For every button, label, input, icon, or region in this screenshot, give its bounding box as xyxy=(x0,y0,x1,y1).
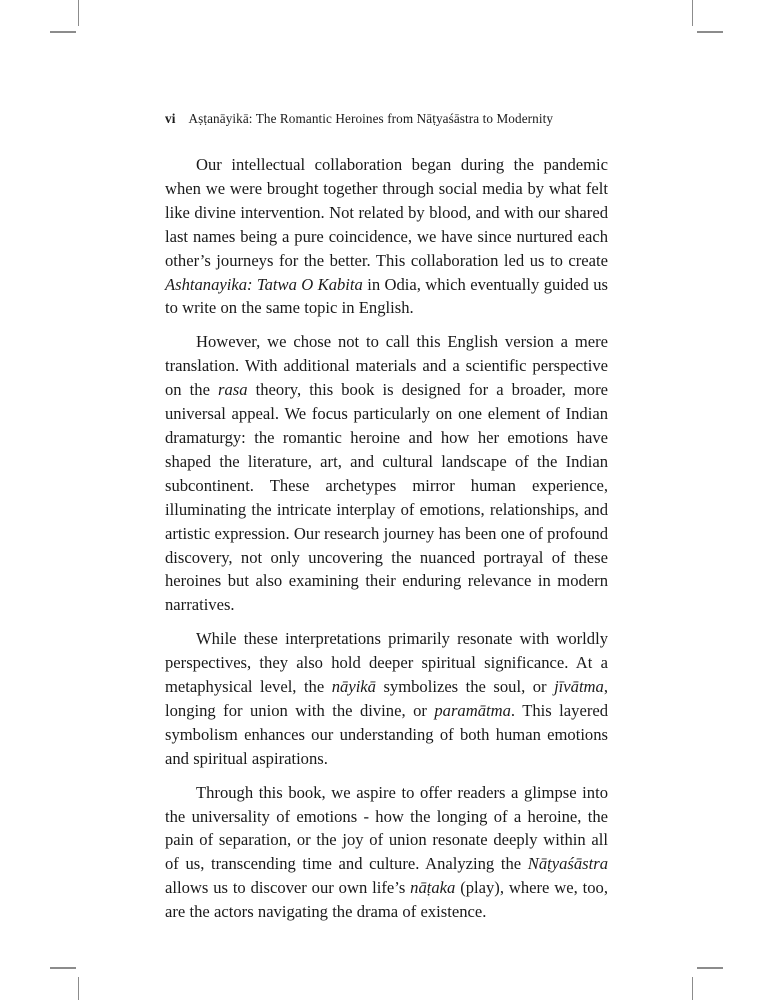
crop-mark-bottom-right-horizontal xyxy=(697,967,723,969)
italic-term: jīvātma xyxy=(554,677,604,697)
italic-term: nāṭaka xyxy=(410,878,456,898)
body-text xyxy=(165,153,608,924)
text-run: symbolizes the soul, or xyxy=(375,677,555,697)
text-run: However, we chose not to call this English version a mere translation. With additional materials and a scientific perspective on the xyxy=(165,332,608,400)
page-folio-number: vi xyxy=(165,111,176,126)
italic-term: nāyikā xyxy=(331,677,376,697)
running-head-title: Aṣṭanāyikā: The Romantic Heroines from Nāṭyaśāstra to Modernity xyxy=(188,111,554,126)
crop-mark-top-right-horizontal xyxy=(697,31,723,33)
text-run: , longing for union with the divine, or xyxy=(165,677,608,720)
text-run: . This layered symbolism enhances our understanding of both human emotions and spiritual aspirations. xyxy=(165,700,609,768)
crop-mark-bottom-right-vertical xyxy=(692,977,693,1000)
italic-term: paramātma xyxy=(434,700,511,720)
paragraph xyxy=(165,153,608,320)
crop-mark-top-left-vertical xyxy=(78,0,79,26)
crop-mark-bottom-left-horizontal xyxy=(50,967,76,969)
paragraph xyxy=(165,330,608,617)
text-run: Our intellectual collaboration began during the pandemic when we were brought together through social media by what felt like divine intervention. Not related by blood, and with our shared last names being a pure coincidence, we have since nurtured each other’s journeys for the better. This collaboration led us to create xyxy=(165,155,608,270)
text-run: (play), where we, too, are the actors navigating the drama of existence. xyxy=(165,878,608,922)
crop-mark-top-left-horizontal xyxy=(50,31,76,33)
italic-term: Nāṭyaśāstra xyxy=(527,854,608,874)
paragraph xyxy=(165,781,608,924)
text-block xyxy=(165,110,608,924)
crop-mark-bottom-left-vertical xyxy=(78,977,79,1000)
text-run: theory, this book is designed for a broader, more universal appeal. We focus particularly on one element of Indian dramaturgy: the romantic heroine and how her emotions have shaped the literature, art, and cultural landscape of the Indian subcontinent. These archetypes mirror human experience, illuminating the intricate interplay of emotions, relationships, and artistic expression. Our research journey has been one of profound discovery, not only uncovering the nuanced portrayal of these heroines but also examining their enduring relevance in modern narratives. xyxy=(165,380,608,615)
text-run: in Odia, which eventually guided us to write on the same topic in English. xyxy=(165,274,608,318)
running-head xyxy=(165,110,608,128)
text-run: While these interpretations primarily resonate with worldly perspectives, they also hold deeper spiritual significance. At a metaphysical level, the xyxy=(165,629,608,697)
crop-mark-top-right-vertical xyxy=(692,0,693,26)
text-run: allows us to discover our own life’s xyxy=(165,878,411,898)
italic-term: rasa xyxy=(218,380,248,400)
italic-term: Ashtanayika: Tatwa O Kabita xyxy=(165,274,363,294)
paragraph xyxy=(165,627,608,770)
text-run: Through this book, we aspire to offer readers a glimpse into the universality of emotions - how the longing of a heroine, the pain of separation, or the joy of union resonate deeply within all of us, transcending time and culture. Analyzing the xyxy=(165,782,608,874)
